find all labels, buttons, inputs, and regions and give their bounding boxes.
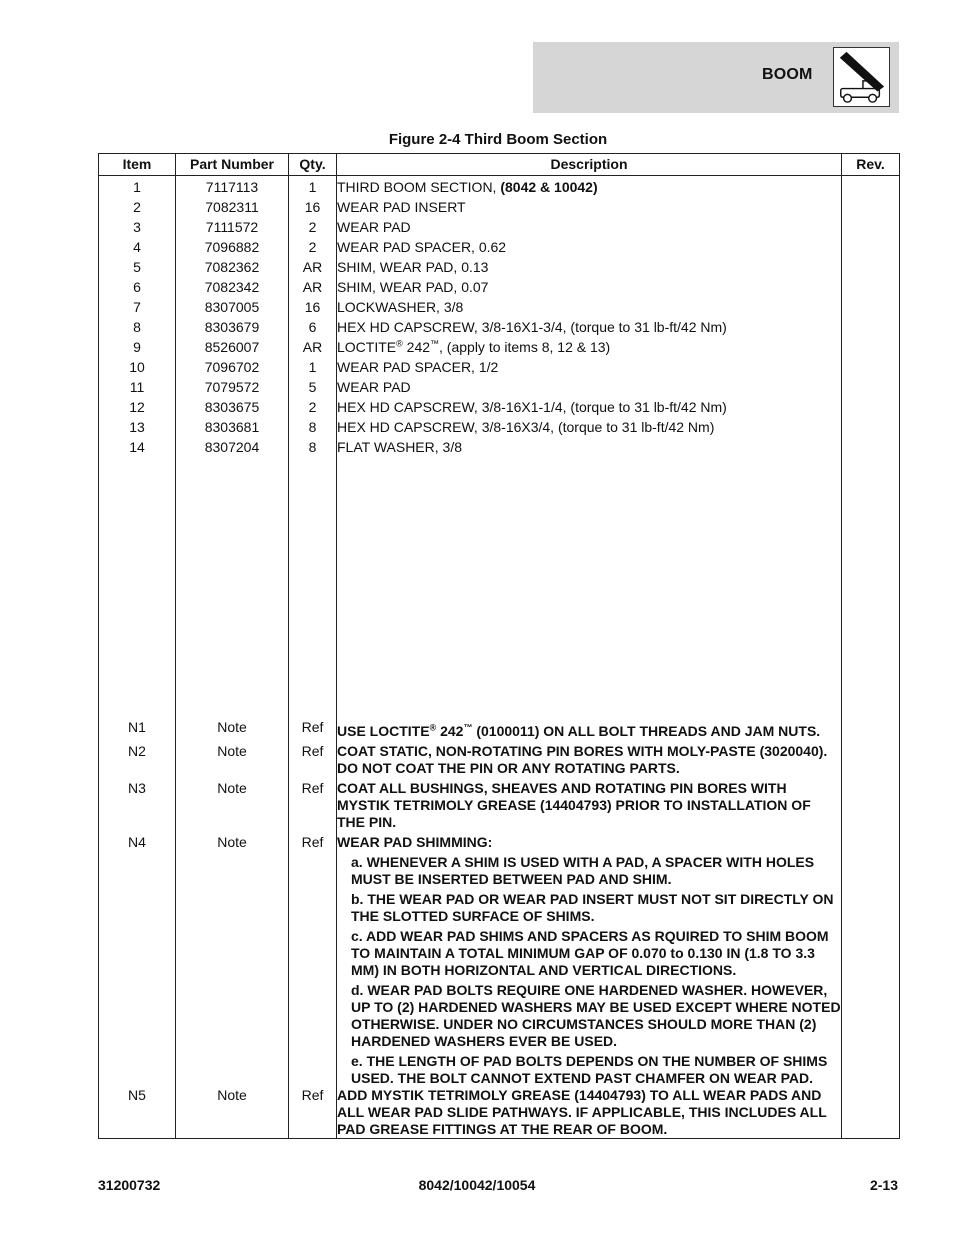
- part-number-cell: 7082362: [176, 257, 289, 277]
- qty-cell: Ref: [289, 743, 337, 780]
- rev-cell: [842, 277, 900, 297]
- qty-cell: Ref: [289, 834, 337, 1087]
- registered-mark: ®: [429, 722, 437, 733]
- table-row: [99, 277, 900, 297]
- note-text: USE LOCTITE: [337, 723, 430, 739]
- description-cell: [337, 176, 842, 198]
- parts-table: [98, 153, 900, 1139]
- trademark-mark: ™: [463, 722, 473, 733]
- rev-cell: [842, 397, 900, 417]
- description-cell: WEAR PAD: [337, 377, 842, 397]
- table-row: [99, 257, 900, 277]
- part-number-cell: 8303679: [176, 317, 289, 337]
- note-row: [99, 743, 900, 780]
- qty-cell: 2: [289, 237, 337, 257]
- qty-cell: 8: [289, 417, 337, 437]
- header-qty: Qty.: [289, 154, 337, 176]
- note-text: COAT STATIC, NON-ROTATING PIN BORES WITH MOLY-PASTE (3020040). DO NOT COAT THE PIN OR ANY ROTATING PARTS.: [337, 743, 828, 776]
- header-item: Item: [99, 154, 176, 176]
- qty-cell: 16: [289, 297, 337, 317]
- header-part-number: Part Number: [176, 154, 289, 176]
- rev-cell: [842, 297, 900, 317]
- part-number-cell: Note: [176, 780, 289, 834]
- note-subitem: e. THE LENGTH OF PAD BOLTS DEPENDS ON THE NUMBER OF SHIMS USED. THE BOLT CANNOT EXTEND PAST CHAMFER ON WEAR PAD.: [351, 1053, 828, 1086]
- item-cell: N2: [99, 743, 176, 780]
- footer-page-number: 2-13: [869, 1177, 898, 1193]
- item-cell: N5: [99, 1087, 176, 1139]
- rev-cell: [842, 377, 900, 397]
- part-number-cell: Note: [176, 834, 289, 1087]
- part-number-cell: Note: [176, 743, 289, 780]
- part-number-cell: Note: [176, 719, 289, 743]
- qty-cell: 1: [289, 357, 337, 377]
- qty-cell: 8: [289, 437, 337, 457]
- item-cell: 9: [99, 337, 176, 357]
- rev-cell: [842, 417, 900, 437]
- item-cell: 14: [99, 437, 176, 457]
- table-row: [99, 197, 900, 217]
- description-cell: [337, 1087, 842, 1139]
- note-text: (0100011) ON ALL BOLT THREADS AND JAM NUTS.: [472, 723, 821, 739]
- description-cell: LOCKWASHER, 3/8: [337, 297, 842, 317]
- qty-cell: 5: [289, 377, 337, 397]
- part-number-cell: 7096702: [176, 357, 289, 377]
- description-cell: [337, 780, 842, 834]
- part-number-cell: 7079572: [176, 377, 289, 397]
- note-row: [99, 1087, 900, 1139]
- table-header-row: [99, 154, 900, 176]
- table-row: [99, 237, 900, 257]
- description-cell: SHIM, WEAR PAD, 0.13: [337, 257, 842, 277]
- note-subitem: c. ADD WEAR PAD SHIMS AND SPACERS AS RQUIRED TO SHIM BOOM TO MAINTAIN A TOTAL MINIMUM GAP OF 0.070 to 0.130 IN (1.8 TO 3.3 MM) IN BOTH HORIZONTAL AND VERTICAL DIRECTIONS.: [351, 928, 829, 978]
- table-row: [99, 417, 900, 437]
- rev-cell: [842, 743, 900, 780]
- item-cell: N4: [99, 834, 176, 1087]
- note-text: 242: [436, 723, 464, 739]
- description-cell: WEAR PAD: [337, 217, 842, 237]
- rev-cell: [842, 437, 900, 457]
- part-number-cell: 8526007: [176, 337, 289, 357]
- part-number-cell: 8303675: [176, 397, 289, 417]
- qty-cell: AR: [289, 337, 337, 357]
- description-cell: HEX HD CAPSCREW, 3/8-16X3/4, (torque to 31 lb-ft/42 Nm): [337, 417, 842, 437]
- description-text: 242: [402, 339, 431, 355]
- rev-cell: [842, 317, 900, 337]
- description-cell: [337, 337, 842, 357]
- item-cell: 2: [99, 197, 176, 217]
- note-subitem: a. WHENEVER A SHIM IS USED WITH A PAD, A SPACER WITH HOLES MUST BE INSERTED BETWEEN PAD AND SHIM.: [351, 854, 815, 887]
- description-bold-text: (8042 & 10042): [500, 179, 598, 195]
- description-text: LOCTITE: [337, 339, 397, 355]
- trademark-mark: ™: [430, 338, 440, 349]
- item-cell: 6: [99, 277, 176, 297]
- table-row: [99, 217, 900, 237]
- item-cell: N1: [99, 719, 176, 743]
- table-row: [99, 397, 900, 417]
- item-cell: N3: [99, 780, 176, 834]
- rev-cell: [842, 237, 900, 257]
- qty-cell: 6: [289, 317, 337, 337]
- qty-cell: Ref: [289, 719, 337, 743]
- item-cell: 1: [99, 176, 176, 198]
- rev-cell: [842, 357, 900, 377]
- part-number-cell: 8303681: [176, 417, 289, 437]
- part-number-cell: 7082311: [176, 197, 289, 217]
- description-text: , (apply to items 8, 12 & 13): [439, 339, 611, 355]
- description-text: THIRD BOOM SECTION,: [337, 179, 501, 195]
- note-row: [99, 780, 900, 834]
- description-cell: HEX HD CAPSCREW, 3/8-16X1-3/4, (torque to 31 lb-ft/42 Nm): [337, 317, 842, 337]
- item-cell: 7: [99, 297, 176, 317]
- description-cell: HEX HD CAPSCREW, 3/8-16X1-1/4, (torque to 31 lb-ft/42 Nm): [337, 397, 842, 417]
- qty-cell: 2: [289, 217, 337, 237]
- telehandler-boom-icon: [834, 48, 889, 106]
- rev-cell: [842, 197, 900, 217]
- description-cell: WEAR PAD SPACER, 0.62: [337, 237, 842, 257]
- description-cell: FLAT WASHER, 3/8: [337, 437, 842, 457]
- qty-cell: Ref: [289, 780, 337, 834]
- section-title: BOOM: [762, 66, 813, 83]
- header-description: Description: [337, 154, 842, 176]
- rev-cell: [842, 719, 900, 743]
- note-row: [99, 834, 900, 1087]
- footer-models: 8042/10042/10054: [418, 1177, 536, 1193]
- description-cell: [337, 834, 842, 1087]
- figure-title: Figure 2-4 Third Boom Section: [388, 131, 608, 148]
- part-number-cell: 7117113: [176, 176, 289, 198]
- note-subitem: b. THE WEAR PAD OR WEAR PAD INSERT MUST NOT SIT DIRECTLY ON THE SLOTTED SURFACE OF SHIMS.: [351, 891, 834, 924]
- item-cell: 8: [99, 317, 176, 337]
- rev-cell: [842, 217, 900, 237]
- item-cell: 12: [99, 397, 176, 417]
- part-number-cell: 7096882: [176, 237, 289, 257]
- qty-cell: 2: [289, 397, 337, 417]
- rev-cell: [842, 176, 900, 198]
- qty-cell: 1: [289, 176, 337, 198]
- rev-cell: [842, 780, 900, 834]
- rev-cell: [842, 834, 900, 1087]
- header-rev: Rev.: [842, 154, 900, 176]
- part-number-cell: 8307005: [176, 297, 289, 317]
- table-row: [99, 317, 900, 337]
- description-cell: [337, 719, 842, 743]
- rev-cell: [842, 337, 900, 357]
- qty-cell: AR: [289, 257, 337, 277]
- part-number-cell: 7111572: [176, 217, 289, 237]
- item-cell: 3: [99, 217, 176, 237]
- item-cell: 4: [99, 237, 176, 257]
- registered-mark: ®: [396, 338, 403, 349]
- item-cell: 13: [99, 417, 176, 437]
- note-text: WEAR PAD SHIMMING:: [337, 834, 493, 850]
- table-row: [99, 377, 900, 397]
- table-row: [99, 176, 900, 198]
- description-cell: SHIM, WEAR PAD, 0.07: [337, 277, 842, 297]
- table-row: [99, 437, 900, 457]
- part-number-cell: Note: [176, 1087, 289, 1139]
- item-cell: 5: [99, 257, 176, 277]
- item-cell: 10: [99, 357, 176, 377]
- qty-cell: AR: [289, 277, 337, 297]
- footer-doc-number: 31200732: [98, 1177, 161, 1193]
- description-cell: [337, 743, 842, 780]
- table-row: [99, 337, 900, 357]
- part-number-cell: 7082342: [176, 277, 289, 297]
- part-number-cell: 8307204: [176, 437, 289, 457]
- qty-cell: Ref: [289, 1087, 337, 1139]
- note-subitem: d. WEAR PAD BOLTS REQUIRE ONE HARDENED WASHER. HOWEVER, UP TO (2) HARDENED WASHERS MAY BE USED EXCEPT WHERE NOTED OTHERWISE. UNDER NO CIRCUMSTANCES SHOULD MORE THAN (2) HARDENED WASHERS EVER BE USED.: [351, 982, 841, 1049]
- table-row: [99, 297, 900, 317]
- rev-cell: [842, 1087, 900, 1139]
- boom-icon: [833, 47, 890, 107]
- description-cell: WEAR PAD INSERT: [337, 197, 842, 217]
- note-text: COAT ALL BUSHINGS, SHEAVES AND ROTATING PIN BORES WITH MYSTIK TETRIMOLY GREASE (14404793) PRIOR TO INSTALLATION OF THE PIN.: [337, 780, 811, 830]
- description-cell: WEAR PAD SPACER, 1/2: [337, 357, 842, 377]
- table-spacer-row: [99, 457, 900, 719]
- qty-cell: 16: [289, 197, 337, 217]
- item-cell: 11: [99, 377, 176, 397]
- table-row: [99, 357, 900, 377]
- rev-cell: [842, 257, 900, 277]
- note-text: ADD MYSTIK TETRIMOLY GREASE (14404793) TO ALL WEAR PADS AND ALL WEAR PAD SLIDE PATHWAYS. IF APPLICABLE, THIS INCLUDES ALL PAD GREASE FITTINGS AT THE REAR OF BOOM.: [337, 1087, 827, 1137]
- note-row: [99, 719, 900, 743]
